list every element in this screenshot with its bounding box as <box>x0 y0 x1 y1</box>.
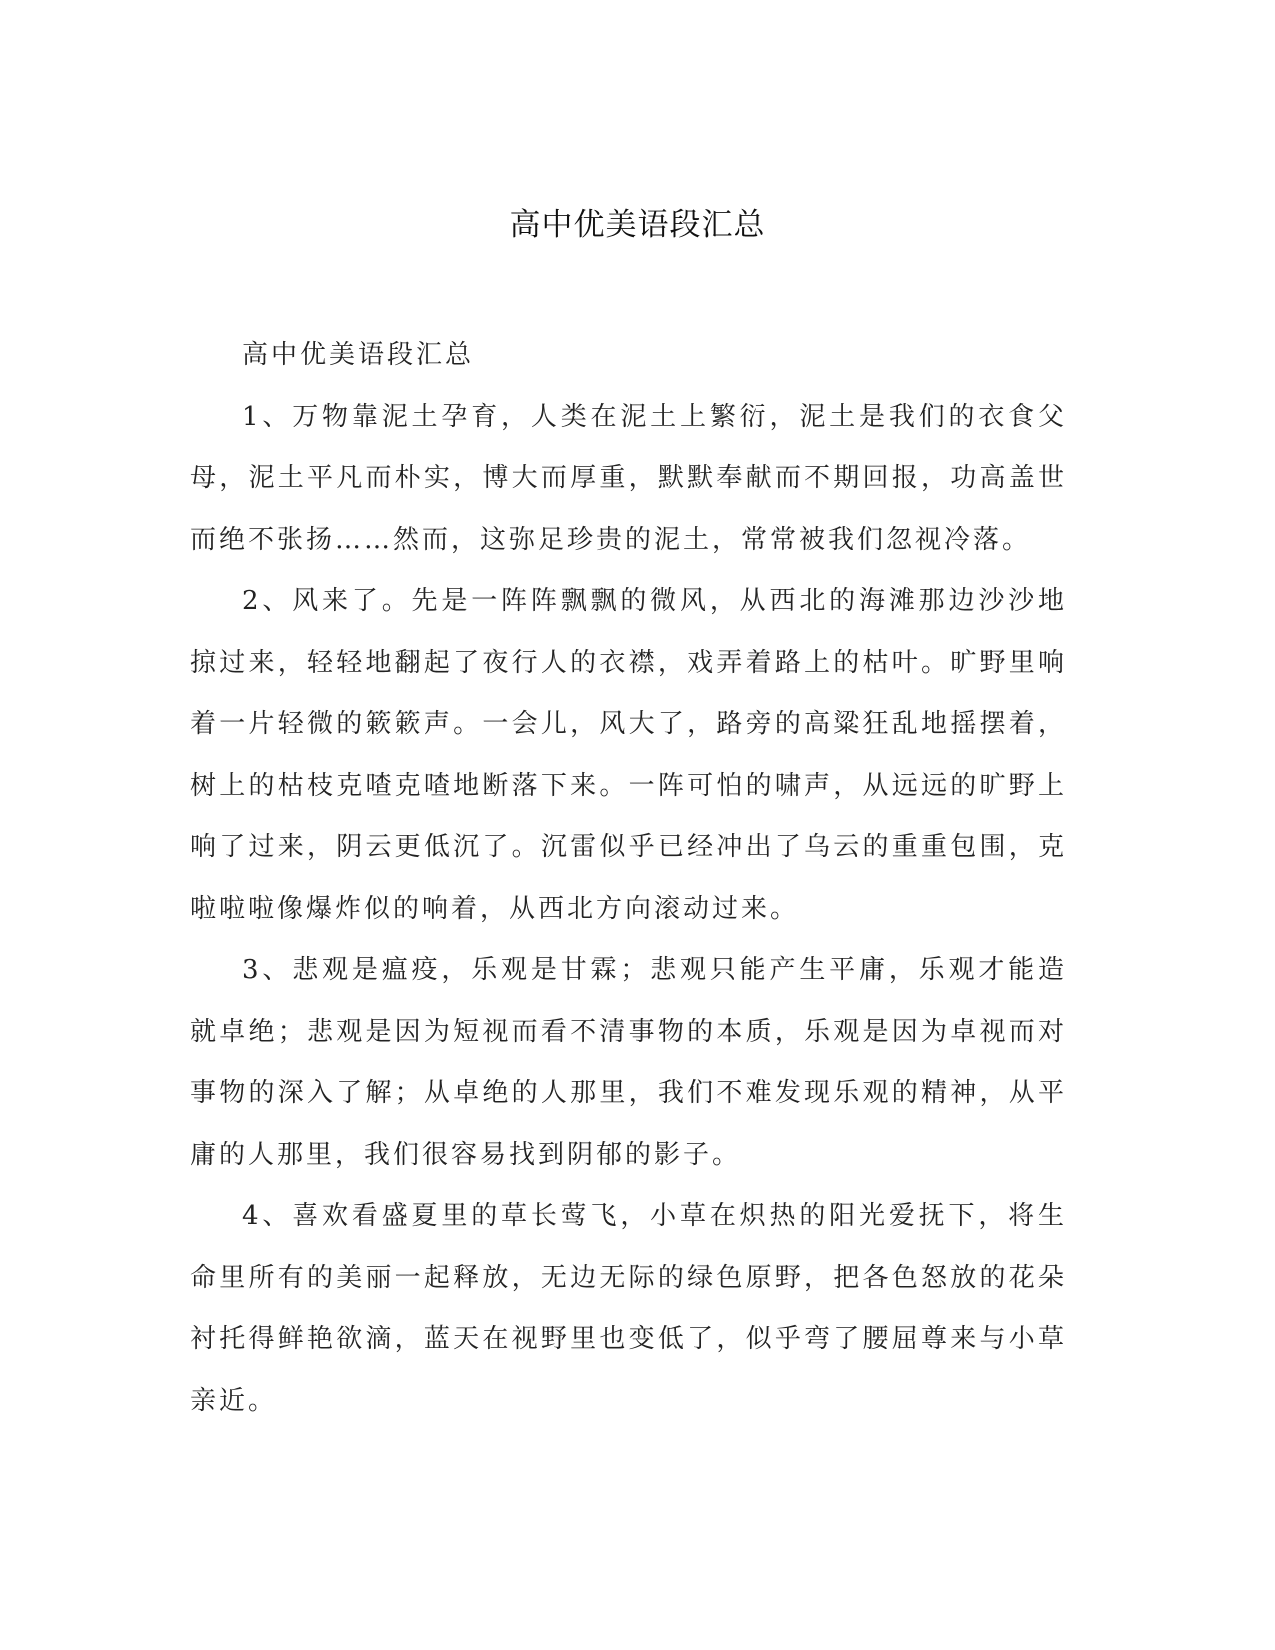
paragraph-4: 4、喜欢看盛夏里的草长莺飞，小草在炽热的阳光爱抚下，将生命里所有的美丽一起释放，无边无际的绿色原野，把各色怒放的花朵衬托得鲜艳欲滴，蓝天在视野里也变低了，似乎弯了腰屈尊来与小草亲近。 <box>190 1201 1067 1416</box>
paragraph-3: 3、悲观是瘟疫，乐观是甘霖；悲观只能产生平庸，乐观才能造就卓绝；悲观是因为短视而看不清事物的本质，乐观是因为卓视而对事物的深入了解；从卓绝的人那里，我们不难发现乐观的精神，从平庸的人那里，我们很容易找到阴郁的影子。 <box>190 955 1067 1170</box>
document-body <box>190 325 1067 1432</box>
paragraph-1: 1、万物靠泥土孕育，人类在泥土上繁衍，泥土是我们的衣食父母，泥土平凡而朴实，博大而厚重，默默奉献而不期回报，功高盖世而绝不张扬……然而，这弥足珍贵的泥土，常常被我们忽视冷落。 <box>190 401 1067 555</box>
page-title: 高中优美语段汇总 <box>509 207 766 243</box>
paragraph-2: 2、风来了。先是一阵阵飘飘的微风，从西北的海滩那边沙沙地掠过来，轻轻地翻起了夜行人的衣襟，戏弄着路上的枯叶。旷野里响着一片轻微的簌簌声。一会儿，风大了，路旁的高粱狂乱地摇摆着，树上的枯枝克喳克喳地断落下来。一阵可怕的啸声，从远远的旷野上响了过来，阴云更低沉了。沉雷似乎已经冲出了乌云的重重包围，克啦啦啦像爆炸似的响着，从西北方向滚动过来。 <box>190 586 1067 924</box>
section-heading: 高中优美语段汇总 <box>242 340 475 370</box>
